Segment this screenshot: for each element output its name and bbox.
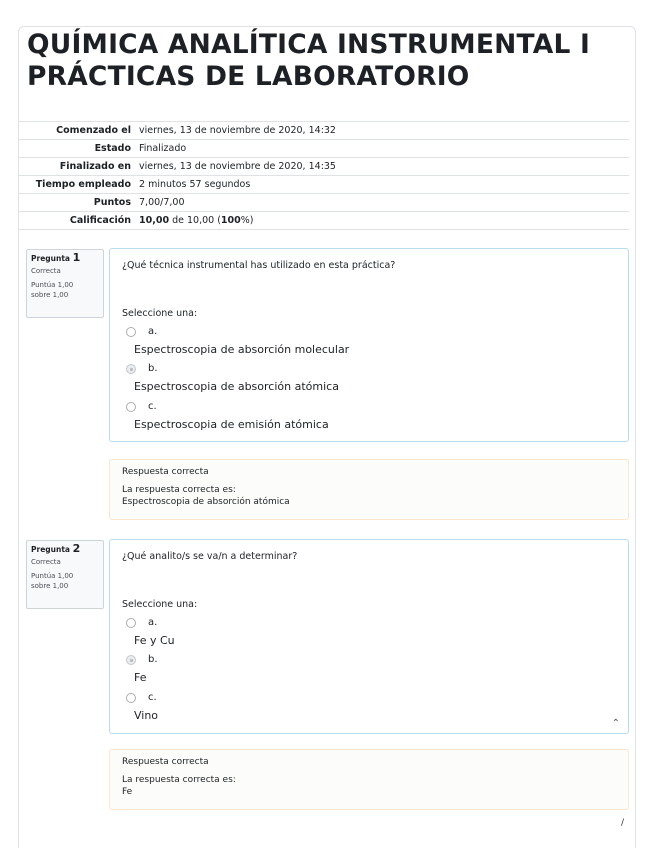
quiz-review-page	[18, 26, 636, 848]
feedback-box-1	[109, 459, 629, 520]
option-letter: a.	[148, 326, 158, 337]
question-number: 2	[72, 542, 81, 555]
summary-row	[19, 140, 629, 158]
option-letter: b.	[148, 654, 158, 665]
grade-score: 10,00	[139, 215, 170, 226]
option-text: Espectroscopia de emisión atómica	[134, 418, 329, 431]
radio-button[interactable]	[126, 693, 136, 703]
question-box-2	[109, 539, 629, 734]
select-prompt: Seleccione una:	[122, 599, 198, 610]
option-text: Fe	[134, 671, 147, 684]
option-text: Espectroscopia de absorción molecular	[134, 343, 350, 356]
summary-value: Finalizado	[135, 140, 629, 158]
feedback-status: Respuesta correcta	[122, 757, 209, 767]
attempt-summary-table	[19, 121, 629, 230]
summary-label: Comenzado el	[19, 122, 135, 140]
feedback-box-2	[109, 749, 629, 810]
radio-button[interactable]	[126, 618, 136, 628]
question-text: ¿Qué técnica instrumental has utilizado en esta práctica?	[122, 260, 396, 271]
feedback-intro: La respuesta correcta es:	[122, 485, 236, 495]
select-prompt: Seleccione una:	[122, 308, 198, 319]
radio-button[interactable]	[126, 402, 136, 412]
grade-out-of: de 10,00 (	[169, 215, 221, 226]
summary-label: Estado	[19, 140, 135, 158]
title-line-2: PRÁCTICAS DE LABORATORIO	[27, 61, 470, 92]
question-grade	[31, 280, 99, 300]
grade-line-2: sobre 1,00	[31, 291, 69, 299]
summary-row	[19, 158, 629, 176]
option-letter: a.	[148, 617, 158, 628]
summary-value	[135, 212, 629, 230]
summary-value: viernes, 13 de noviembre de 2020, 14:35	[135, 158, 629, 176]
feedback-intro: La respuesta correcta es:	[122, 775, 236, 785]
question-info-2	[26, 540, 104, 609]
question-label: Pregunta	[31, 254, 70, 263]
grade-line-1: Puntúa 1,00	[31, 281, 74, 289]
question-state: Correcta	[31, 267, 61, 275]
question-number: 1	[72, 251, 81, 264]
summary-row	[19, 212, 629, 230]
question-label: Pregunta	[31, 545, 70, 554]
grade-line-1: Puntúa 1,00	[31, 572, 74, 580]
option-letter: b.	[148, 363, 158, 374]
page-mark: /	[621, 818, 625, 828]
feedback-status: Respuesta correcta	[122, 467, 209, 477]
option-letter: c.	[148, 401, 157, 412]
feedback-answer: Fe	[122, 787, 133, 797]
summary-value: viernes, 13 de noviembre de 2020, 14:32	[135, 122, 629, 140]
question-info-1	[26, 249, 104, 318]
option-text: Vino	[134, 709, 159, 722]
title-line-1: QUÍMICA ANALÍTICA INSTRUMENTAL I	[27, 29, 591, 60]
option-letter: c.	[148, 692, 157, 703]
chevron-up-icon[interactable]: ⌃	[611, 718, 620, 729]
radio-button[interactable]	[126, 327, 136, 337]
summary-value: 2 minutos 57 segundos	[135, 176, 629, 194]
summary-label: Tiempo empleado	[19, 176, 135, 194]
summary-row	[19, 194, 629, 212]
radio-button-checked[interactable]	[126, 364, 136, 374]
radio-button-checked[interactable]	[126, 655, 136, 665]
question-state: Correcta	[31, 558, 61, 566]
option-text: Espectroscopia de absorción atómica	[134, 380, 339, 393]
grade-percent: 100	[220, 215, 241, 226]
summary-value: 7,00/7,00	[135, 194, 629, 212]
summary-row	[19, 176, 629, 194]
question-grade	[31, 571, 99, 591]
summary-label: Puntos	[19, 194, 135, 212]
grade-suffix: %)	[240, 215, 254, 226]
summary-label: Finalizado en	[19, 158, 135, 176]
summary-row	[19, 122, 629, 140]
grade-line-2: sobre 1,00	[31, 582, 69, 590]
feedback-answer: Espectroscopia de absorción atómica	[122, 497, 290, 507]
question-text: ¿Qué analito/s se va/n a determinar?	[122, 551, 298, 562]
page-title	[27, 29, 590, 93]
question-box-1	[109, 248, 629, 442]
option-text: Fe y Cu	[134, 634, 175, 647]
summary-label: Calificación	[19, 212, 135, 230]
